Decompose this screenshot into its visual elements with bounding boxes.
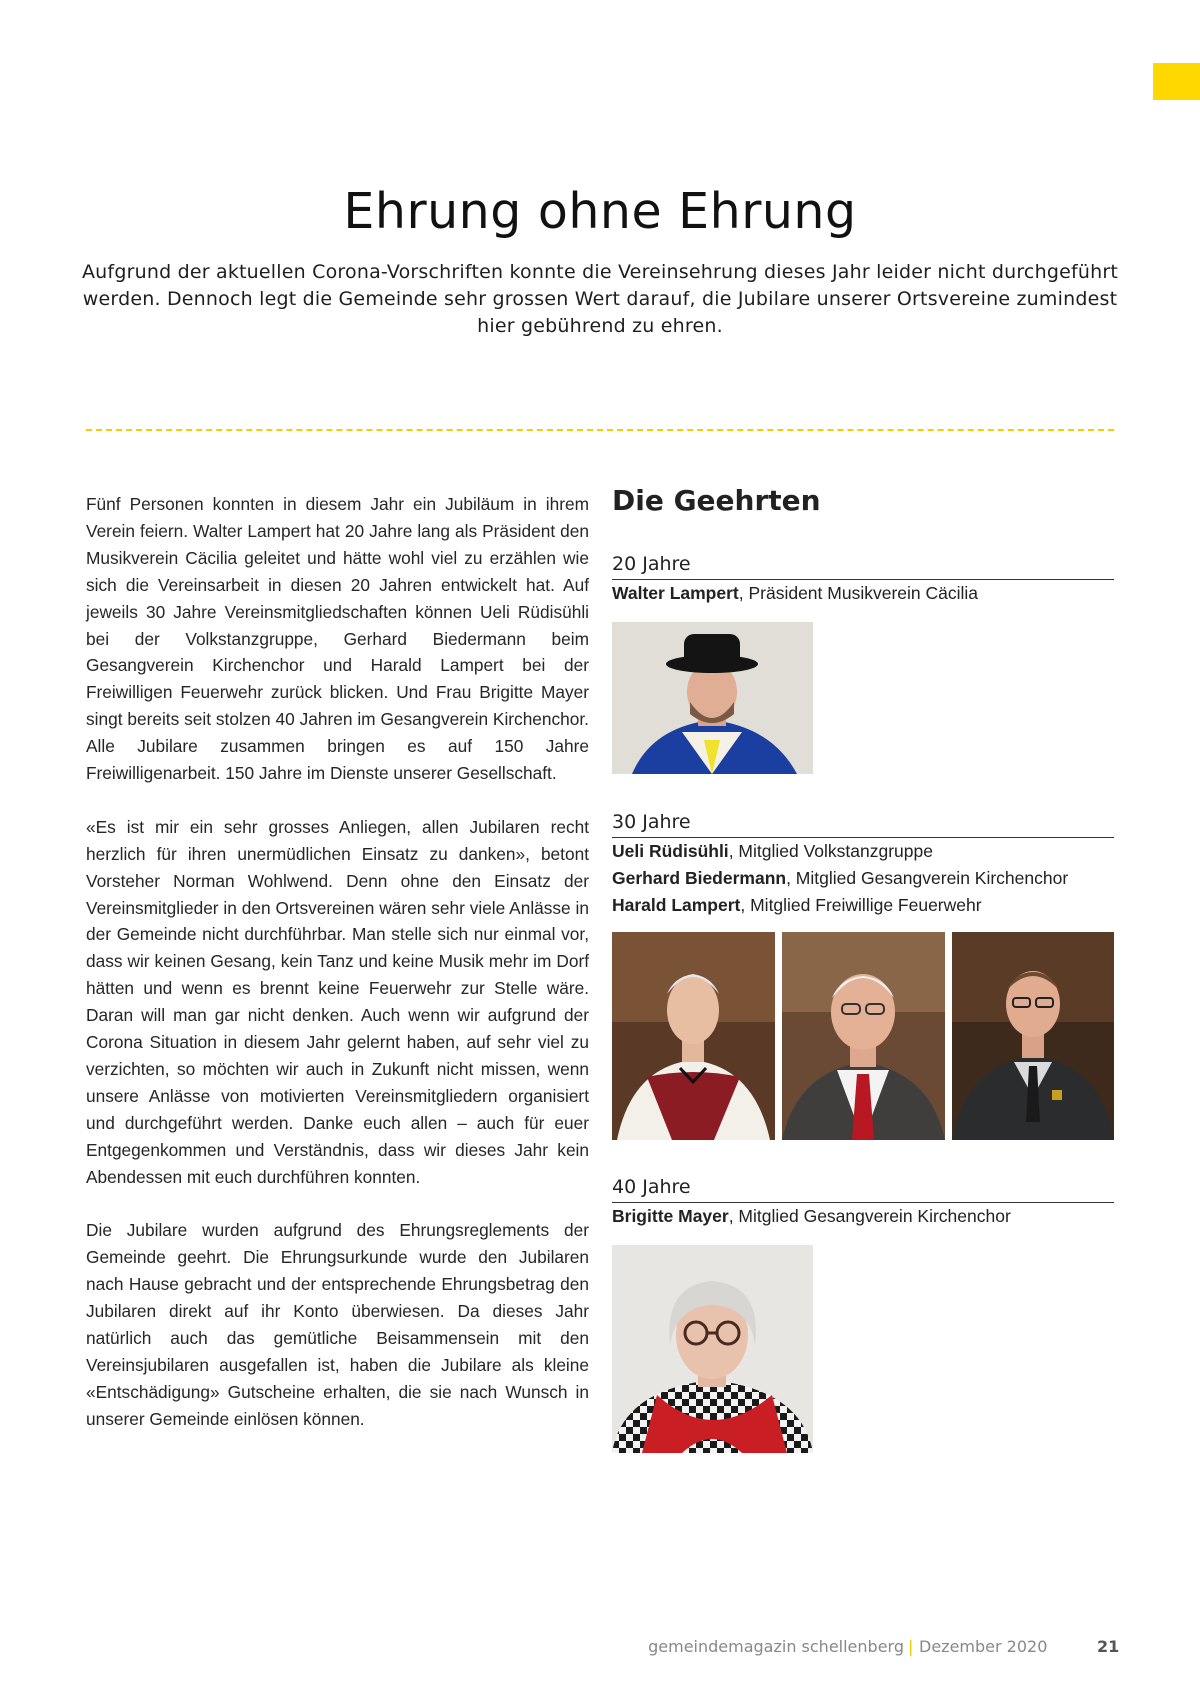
- honoree-line: [612, 865, 1114, 892]
- portrait-walter-lampert: [612, 622, 813, 774]
- honoree-role: , Mitglied Volkstanzgruppe: [728, 841, 933, 861]
- page-number: 21: [1097, 1637, 1120, 1656]
- portrait-gerhard-biedermann: [782, 932, 945, 1140]
- group-years-heading: 20 Jahre: [612, 553, 1114, 580]
- portrait-ueli-ruedisuehli: [612, 932, 775, 1140]
- intro-text: Aufgrund der aktuellen Corona-Vorschriften konnte die Vereinsehrung dieses Jahr leider nicht durchgeführt werden. Dennoch legt die Gemeinde sehr grossen Wert darauf, die Jubilare unserer Ortsvereine zumindest hier gebührend zu ehren.: [81, 261, 1119, 337]
- honoree-role: , Präsident Musikverein Cäcilia: [738, 583, 979, 603]
- honoree-name: Ueli Rüdisühli: [612, 841, 729, 861]
- honoree-line: [612, 580, 1114, 607]
- honoree-line: [612, 1203, 1114, 1230]
- honoree-line: [612, 838, 1114, 865]
- group-years-heading: 40 Jahre: [612, 1176, 1114, 1203]
- honoree-role: , Mitglied Gesangverein Kirchenchor: [728, 1206, 1011, 1226]
- yellow-corner-tab: [1153, 63, 1200, 100]
- dashed-divider: [86, 429, 1114, 431]
- portrait-brigitte-mayer: [612, 1245, 813, 1453]
- honoree-group-20: [612, 553, 1114, 607]
- honoree-name: Harald Lampert: [612, 895, 741, 915]
- article-paragraph: Fünf Personen konnten in diesem Jahr ein Jubiläum in ihrem Verein feiern. Walter Lampert hat 20 Jahre lang als Präsident den Musikverein Cäcilia geleitet und hätte wohl viel zu erzählen wie sich die Vereinsarbeit in diesen 20 Jahren entwickelt hat. Auf jeweils 30 Jahre Vereinsmitgliedschaften können Ueli Rüdisühli bei der Volkstanzgruppe, Gerhard Biedermann beim Gesangverein Kirchenchor und Harald Lampert bei der Freiwilligen Feuerwehr zurück blicken. Und Frau Brigitte Mayer singt bereits seit stolzen 40 Jahren im Gesangverein Kirchenchor. Alle Jubilare zusammen bringen es auf 150 Jahre Freiwilligenarbeit. 150 Jahre im Dienste unserer Gesellschaft.: [86, 494, 589, 784]
- honoree-name: Brigitte Mayer: [612, 1206, 729, 1226]
- group-years-heading: 30 Jahre: [612, 811, 1114, 838]
- honoree-line: [612, 892, 1114, 919]
- honoree-group-40: [612, 1176, 1114, 1230]
- honoree-name: Gerhard Biedermann: [612, 868, 787, 888]
- honoree-role: , Mitglied Gesangverein Kirchenchor: [786, 868, 1069, 888]
- footer-date: Dezember 2020: [919, 1637, 1048, 1656]
- article-paragraph: Die Jubilare wurden aufgrund des Ehrungsreglements der Gemeinde geehrt. Die Ehrungsurkunde wurde den Jubilaren nach Hause gebracht und der entsprechende Ehrungsbetrag den Jubilaren direkt auf ihr Konto überwiesen. Da dieses Jahr natürlich auch das gemütliche Beisammensein mit den Vereinsjubilaren ausgefallen ist, haben die Jubilare als kleine «Entschädigung» Gutscheine erhalten, die sie nach Wunsch in unserer Gemeinde einlösen können.: [86, 1220, 589, 1429]
- honoree-group-30: [612, 811, 1114, 919]
- honoree-name: Walter Lampert: [612, 583, 739, 603]
- portrait-harald-lampert: [952, 932, 1114, 1140]
- article-paragraph: «Es ist mir ein sehr grosses Anliegen, allen Jubilaren recht herzlich für ihren unermüdlichen Einsatz zu danken», betont Vorsteher Norman Wohlwend. Denn ohne den Einsatz der Vereinsmitglieder in den Ortsvereinen wären sehr viele Anlässe in der Gemeinde nicht durchführbar. Man stelle sich nur einmal vor, dass wir keinen Gesang, kein Tanz und keine Musik mehr im Dorf hätten und wenn es brennt keine Feuerwehr zur Stelle wäre. Daran will man gar nicht denken. Auch wenn wir aufgrund der Corona Situation in diesem Jahr gelernt haben, auf sehr viel zu verzichten, so möchten wir auch in Zukunft nicht missen, wenn unsere Anlässe von motivierten Vereinsmitgliedern organisiert und durchgeführt werden. Danke euch allen – auch für euer Entgegenkommen und Verständnis, dass wir dieses Jahr kein Abendessen mit euch durchführen konnten.: [86, 816, 589, 1187]
- footer-separator: |: [908, 1637, 914, 1656]
- article-body: [86, 491, 589, 1460]
- footer-magazine-name: gemeindemagazin schellenberg: [648, 1637, 904, 1656]
- honoree-role: , Mitglied Freiwillige Feuerwehr: [740, 895, 982, 915]
- page-title: Ehrung ohne Ehrung: [343, 183, 857, 240]
- honorees-heading: Die Geehrten: [612, 484, 821, 517]
